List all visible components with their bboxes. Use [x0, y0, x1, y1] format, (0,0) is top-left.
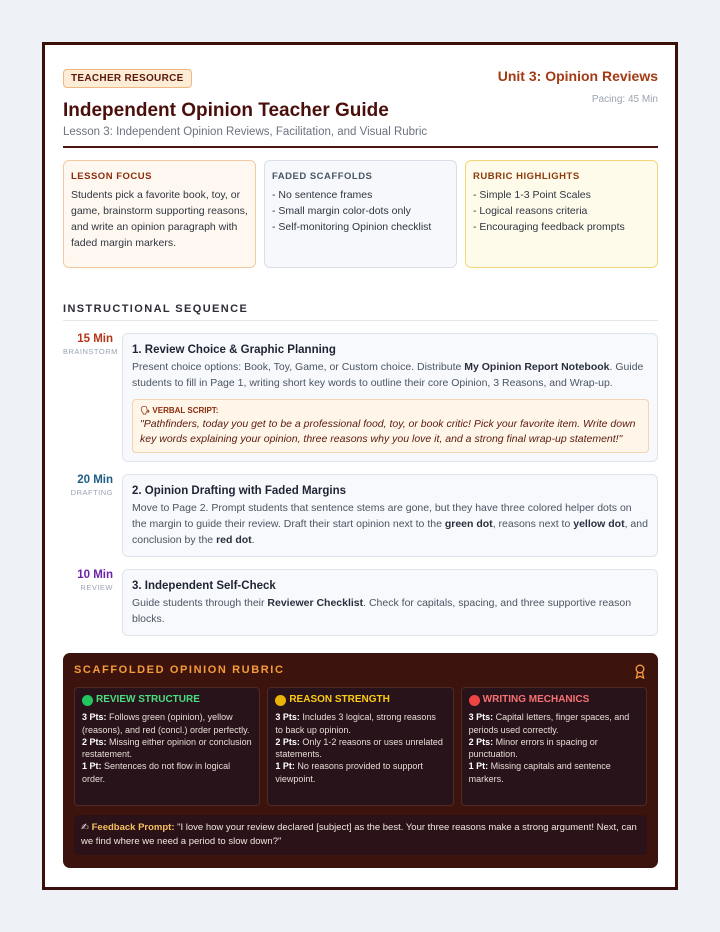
feedback-label: Feedback Prompt: — [91, 822, 175, 833]
lesson-focus-heading: LESSON FOCUS — [71, 171, 152, 182]
step-description: Move to Page 2. Prompt students that sentence stems are gone, but they have three colored helper dots on the margin to guide their review. Draft their start opinion next to the green dot, reasons next to yellow dot, and conclusion by the red dot. — [132, 502, 648, 546]
scaffold-item: - Self-monitoring Opinion checklist — [272, 221, 432, 233]
faded-scaffolds-card — [264, 160, 457, 268]
step-card — [122, 333, 658, 462]
rubric-row: 2 Pts: Missing either opinion or conclusion restatement. — [82, 736, 252, 760]
speaker-icon: 🗣 — [140, 406, 151, 415]
header-divider — [63, 146, 658, 148]
overview-cards — [63, 160, 658, 268]
teacher-guide-page — [42, 42, 678, 890]
rubric-row: 2 Pts: Minor errors in spacing or punctuation. — [468, 736, 598, 760]
rubric-column-mechanics — [461, 687, 647, 806]
step-minutes: 15 Min — [77, 333, 113, 345]
teacher-resource-badge: TEACHER RESOURCE — [63, 69, 192, 88]
rubric-row: 3 Pts: Capital letters, finger spaces, and periods used correctly. — [468, 712, 630, 735]
pacing-label: Pacing: 45 Min — [591, 94, 658, 105]
step-title: 2. Opinion Drafting with Faded Margins — [132, 485, 347, 497]
rubric-highlights-card — [465, 160, 658, 268]
faded-scaffolds-heading: FADED SCAFFOLDS — [272, 171, 373, 182]
feedback-text: "I love how your review declared [subject] as the best. Your three reasons make a strong argument! Next, can we find where we need a period to slow down?" — [81, 822, 637, 847]
red-dot-icon — [469, 695, 480, 706]
ribbon-icon — [634, 664, 646, 679]
unit-title: Unit 3: Opinion Reviews — [497, 68, 658, 84]
rubric-heading: SCAFFOLDED OPINION RUBRIC — [74, 664, 285, 676]
verbal-script-text: "Pathfinders, today you get to be a professional food, toy, or book critic! Pick your favorite item. Write down key words explaining your opinion, three reasons why you love it, and a strong final wrap-up statement!" — [140, 418, 636, 445]
rubric-row: 2 Pts: Only 1-2 reasons or uses unrelated statements. — [275, 736, 443, 760]
step-phase: REVIEW — [80, 583, 113, 592]
rubric-row: 1 Pt: Missing capitals and sentence markers. — [468, 761, 611, 784]
step-description: Guide students through their Reviewer Checklist. Check for capitals, spacing, and three supportive reason blocks. — [132, 597, 632, 625]
step-time — [63, 474, 113, 497]
step-card — [122, 569, 658, 636]
step-time — [63, 569, 113, 592]
lesson-focus-text: Students pick a favorite book, toy, or game, brainstorm supporting reasons, and write an opinion paragraph with faded margin markers. — [71, 189, 248, 249]
opinion-rubric-panel — [63, 653, 658, 868]
rubric-highlights-heading: RUBRIC HIGHLIGHTS — [473, 171, 580, 182]
page-content — [63, 68, 658, 636]
green-dot-icon — [82, 695, 93, 706]
rubric-row: 3 Pts: Follows green (opinion), yellow (reasons), and red (concl.) order perfectly. — [82, 712, 250, 735]
feedback-prompt-box — [74, 815, 647, 855]
rubric-highlight-item: - Logical reasons criteria — [473, 205, 588, 217]
step-description: Present choice options: Book, Toy, Game, or Custom choice. Distribute My Opinion Report Notebook. Guide students to fill in Page 1, writing short key words to outline their core Opinion, 3 Reasons, and Wrap-up. — [132, 361, 644, 389]
step-phase: DRAFTING — [70, 488, 113, 497]
writing-hand-icon: ✍ — [81, 822, 89, 833]
sequence-heading: INSTRUCTIONAL SEQUENCE — [63, 303, 658, 321]
scaffold-item: - No sentence frames — [272, 189, 373, 201]
step-title: 3. Independent Self-Check — [132, 580, 276, 592]
notebook-name: My Opinion Report Notebook — [464, 361, 610, 373]
scaffold-item: - Small margin color-dots only — [272, 205, 411, 217]
rubric-row: 3 Pts: Includes 3 logical, strong reasons to back up opinion. — [275, 712, 436, 735]
step-phase: BRAINSTORM — [63, 347, 118, 356]
yellow-dot-icon — [275, 695, 286, 706]
rubric-highlight-item: - Encouraging feedback prompts — [473, 221, 625, 233]
step-title: 1. Review Choice & Graphic Planning — [132, 344, 336, 356]
verbal-script-label: 🗣 VERBAL SCRIPT: — [140, 406, 219, 415]
rubric-highlight-item: - Simple 1-3 Point Scales — [473, 189, 591, 201]
sequence-step-review — [63, 569, 658, 636]
sequence-step-brainstorm — [63, 333, 658, 462]
lesson-focus-card — [63, 160, 256, 268]
step-time — [63, 333, 118, 356]
rubric-column-reasons — [267, 687, 453, 806]
rubric-row: 1 Pt: Sentences do not flow in logical order. — [82, 761, 231, 784]
verbal-script-box — [132, 399, 649, 453]
page-subtitle: Lesson 3: Independent Opinion Reviews, Facilitation, and Visual Rubric — [63, 126, 428, 138]
step-minutes: 10 Min — [77, 569, 113, 581]
rubric-column-title: WRITING MECHANICS — [469, 694, 639, 706]
step-card — [122, 474, 658, 557]
page-title: Independent Opinion Teacher Guide — [63, 100, 389, 121]
rubric-column-title: REASON STRENGTH — [275, 694, 445, 706]
sequence-step-drafting — [63, 474, 658, 557]
rubric-column-structure — [74, 687, 260, 806]
step-minutes: 20 Min — [77, 474, 113, 486]
rubric-columns — [74, 687, 647, 806]
rubric-row: 1 Pt: No reasons provided to support viewpoint. — [275, 761, 423, 784]
rubric-column-title: REVIEW STRUCTURE — [82, 694, 252, 706]
